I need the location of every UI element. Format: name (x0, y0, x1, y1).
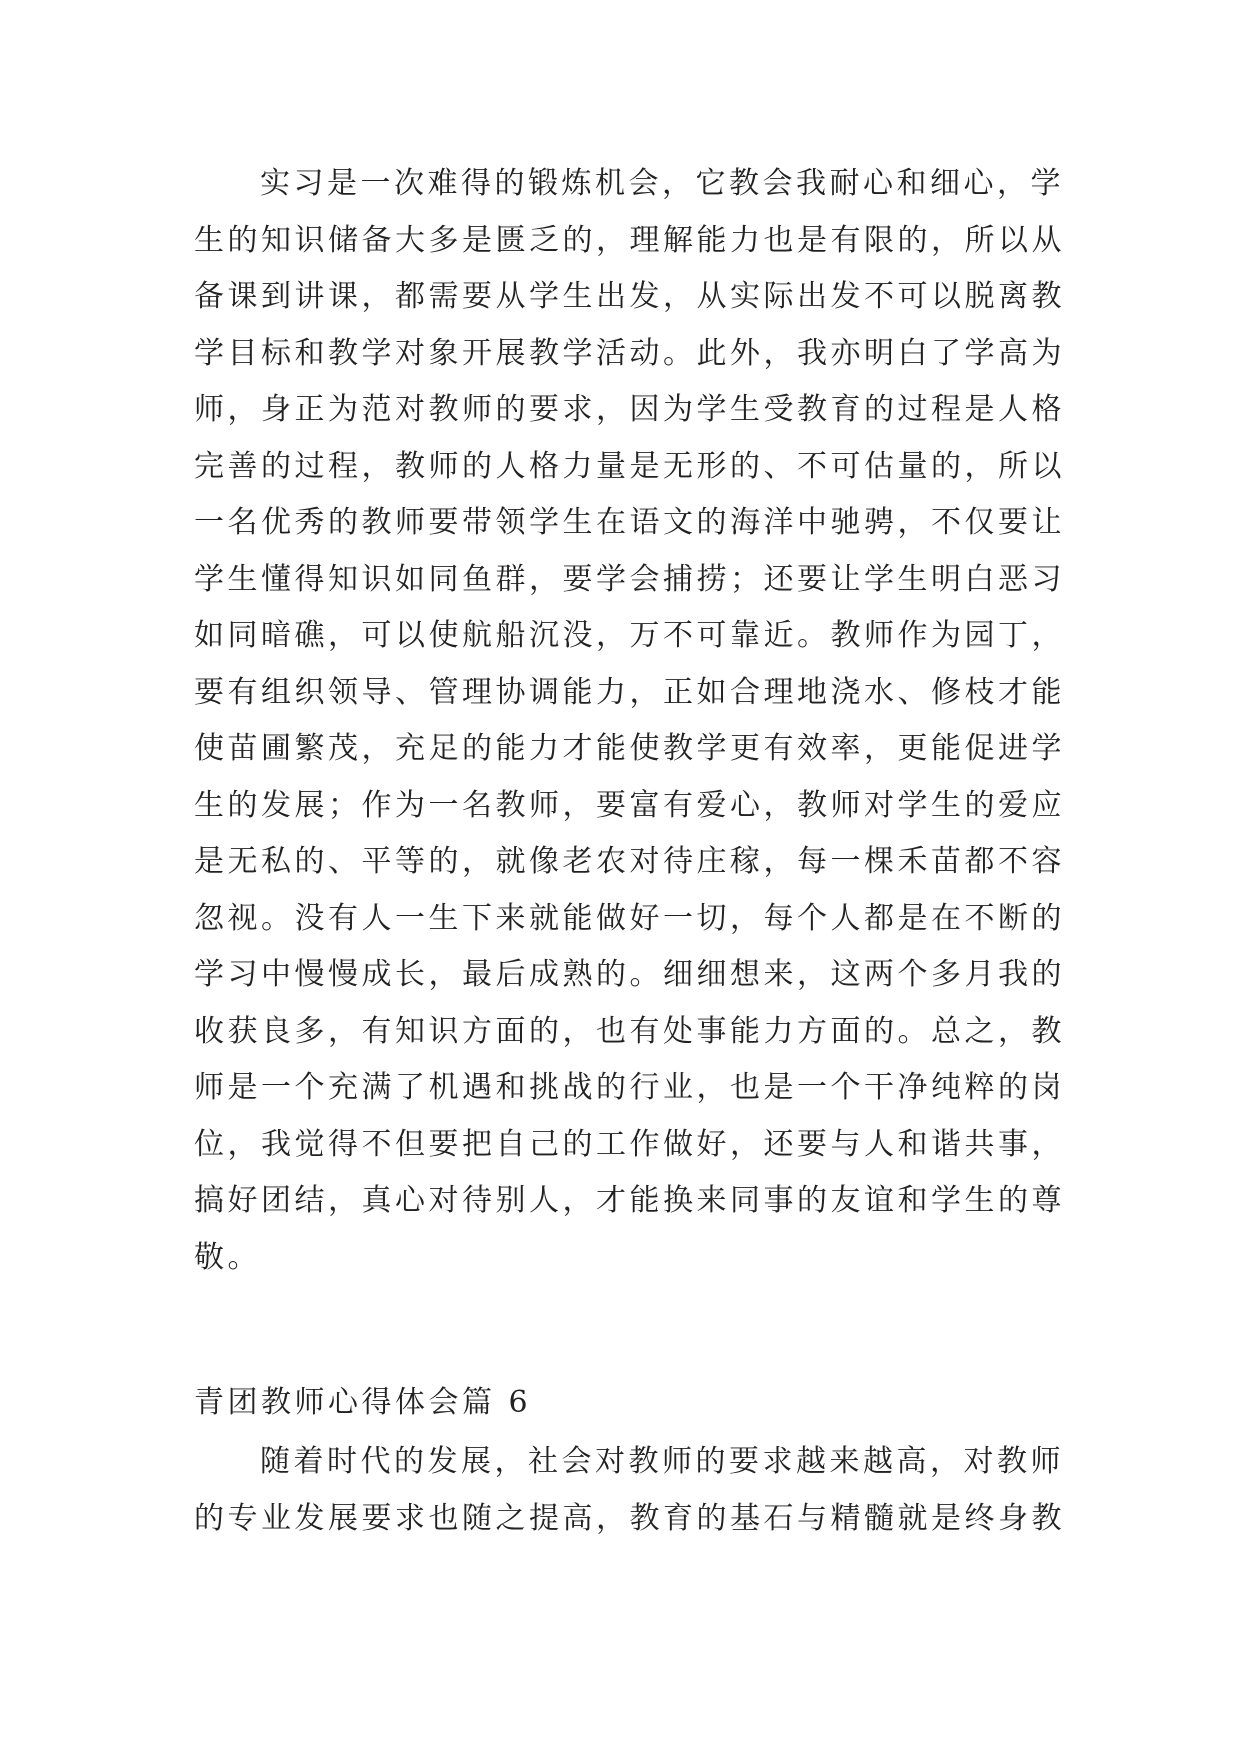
paragraph-line: 师是一个充满了机遇和挑战的行业，也是一个干净纯粹的岗 (194, 1070, 1065, 1105)
paragraph-line: 一名优秀的教师要带领学生在语文的海洋中驰骋，不仅要让 (194, 505, 1065, 540)
paragraph-line: 敬。 (194, 1239, 261, 1275)
paragraph-line: 是无私的、平等的，就像老农对待庄稼，每一棵禾苗都不容 (194, 844, 1065, 879)
paragraph-line: 生的发展；作为一名教师，要富有爱心，教师对学生的爱应 (194, 787, 1065, 823)
paragraph-line: 学习中慢慢成长，最后成熟的。细细想来，这两个多月我的 (194, 957, 1065, 992)
paragraph-line: 生的知识储备大多是匮乏的，理解能力也是有限的，所以从 (194, 222, 1065, 258)
paragraph-line: 完善的过程，教师的人格力量是无形的、不可估量的，所以 (194, 448, 1065, 484)
paragraph-line: 位，我觉得不但要把自己的工作做好，还要与人和谐共事， (194, 1126, 1065, 1162)
paragraph-era-development (194, 1434, 1065, 1547)
paragraph-internship-reflection (194, 156, 1065, 1286)
paragraph-line: 随着时代的发展，社会对教师的要求越来越高，对教师 (260, 1444, 1064, 1479)
section-heading (194, 1375, 1049, 1432)
paragraph-line: 师，身正为范对教师的要求，因为学生受教育的过程是人格 (194, 392, 1065, 427)
paragraph-line: 收获良多，有知识方面的，也有处事能力方面的。总之，教 (194, 1013, 1065, 1049)
paragraph-line: 学生懂得知识如同鱼群，要学会捕捞；还要让学生明白恶习 (194, 561, 1065, 597)
paragraph-line: 使苗圃繁茂，充足的能力才能使教学更有效率，更能促进学 (194, 731, 1065, 766)
paragraph-line: 忽视。没有人一生下来就能做好一切，每个人都是在不断的 (194, 900, 1065, 936)
paragraph-line: 如同暗礁，可以使航船沉没，万不可靠近。教师作为园丁， (194, 618, 1065, 653)
paragraph-line: 实习是一次难得的锻炼机会，它教会我耐心和细心，学 (260, 166, 1064, 201)
section-heading-text: 青团教师心得体会篇 6 (194, 1385, 532, 1420)
paragraph-line: 的专业发展要求也随之提高，教育的基石与精髓就是终身教 (194, 1500, 1065, 1536)
paragraph-line: 要有组织领导、管理协调能力，正如合理地浇水、修枝才能 (194, 674, 1065, 710)
paragraph-line: 备课到讲课，都需要从学生出发，从实际出发不可以脱离教 (194, 279, 1065, 314)
paragraph-line: 搞好团结，真心对待别人，才能换来同事的友谊和学生的尊 (194, 1183, 1065, 1218)
paragraph-line: 学目标和教学对象开展教学活动。此外，我亦明白了学高为 (194, 335, 1065, 371)
